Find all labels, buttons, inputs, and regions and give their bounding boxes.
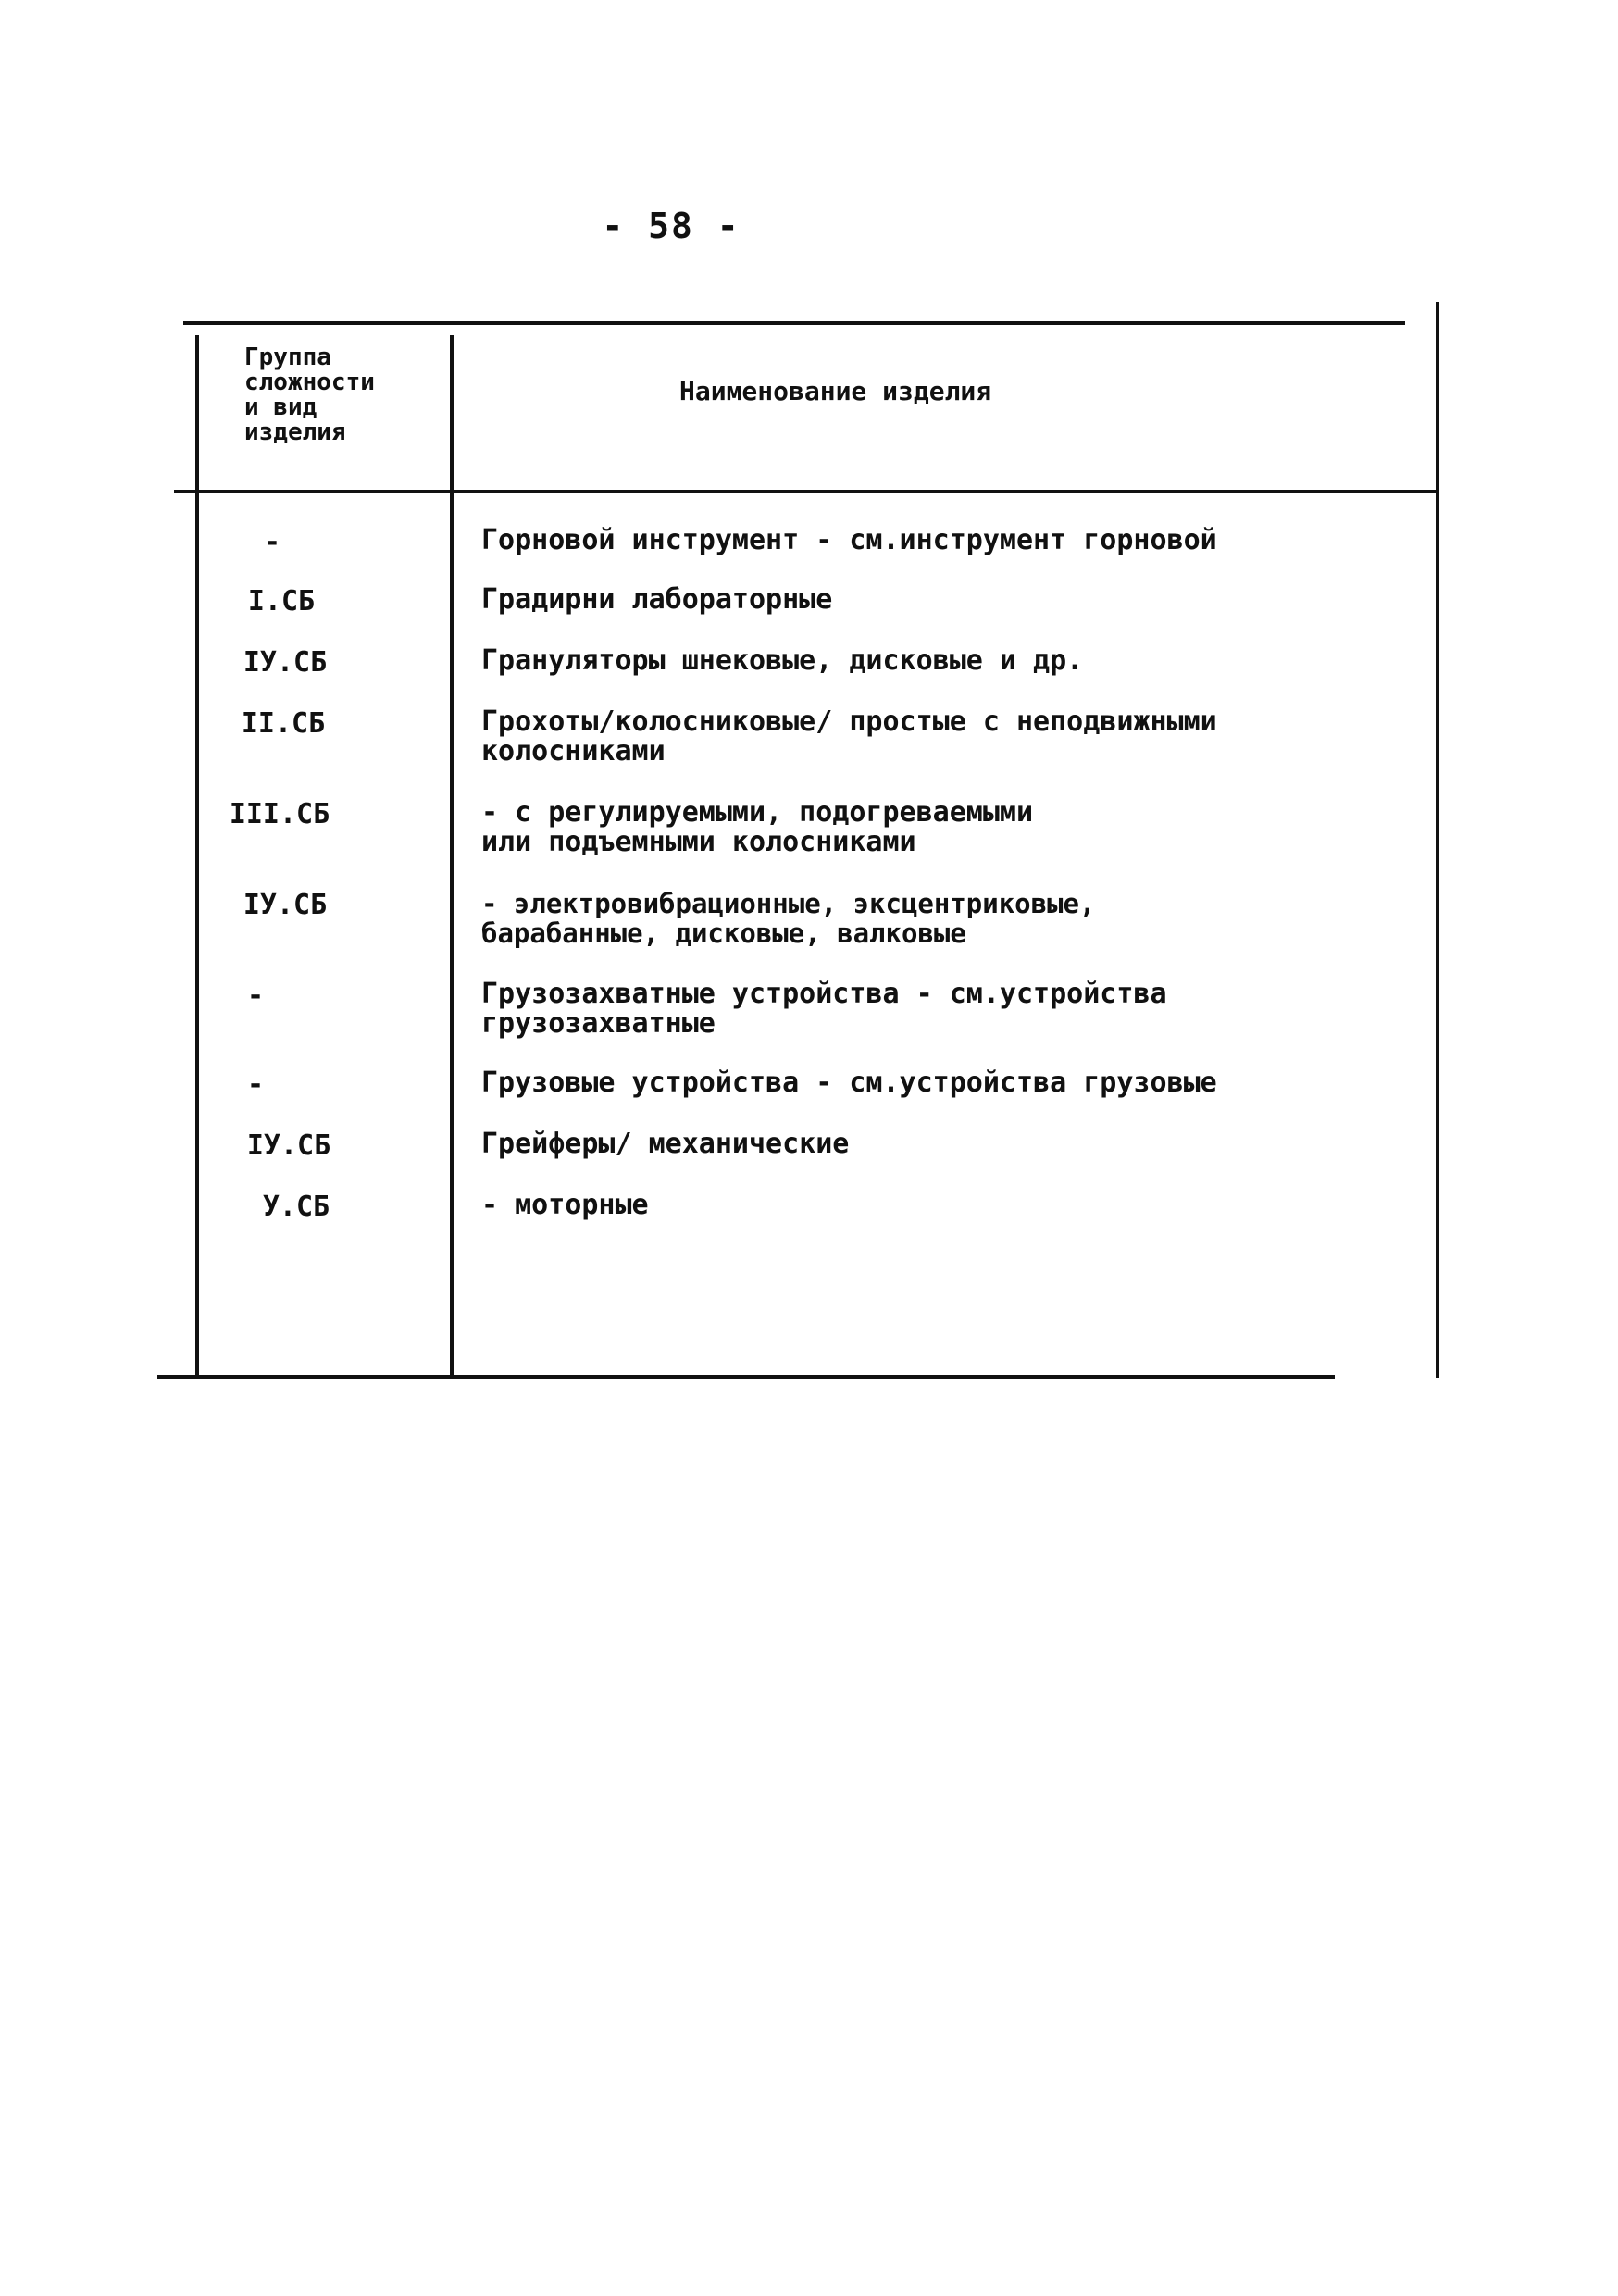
row-7-name: Грузозахватные устройства - см.устройства грузозахватные (481, 978, 1167, 1040)
row-9-group: IУ.СБ (246, 1129, 331, 1162)
column-divider (450, 335, 454, 1378)
row-5-name: - с регулируемыми, подогреваемыми или подъемными колосниками (481, 796, 1034, 858)
row-2-name: Градирни лабораторные (481, 583, 833, 616)
row-7-group: - (246, 980, 265, 1012)
table-right-rule (1436, 302, 1439, 1378)
table-left-rule (195, 335, 199, 1378)
header-group: Группа сложности и вид изделия (244, 343, 375, 446)
row-6-name: - электровибрационные, эксцентриковые, барабанные, дисковые, валковые (481, 888, 1096, 949)
header-name: Наименование изделия (679, 376, 992, 406)
row-1-name: Горновой инструмент - см.инструмент горновой (481, 524, 1217, 556)
row-10-group: У.СБ (262, 1191, 330, 1223)
row-9-name: Грейферы/ механические (481, 1128, 850, 1160)
row-3-group: IУ.СБ (243, 646, 328, 679)
row-5-group: III.СБ (229, 798, 330, 830)
table-top-rule (183, 321, 1405, 325)
row-8-group: - (246, 1068, 265, 1101)
row-1-group: - (263, 526, 281, 558)
table-bottom-rule (157, 1375, 1335, 1379)
header-bottom-rule (174, 490, 1438, 493)
row-2-group: I.СБ (247, 585, 316, 618)
row-6-group: IУ.СБ (243, 889, 328, 921)
row-4-name: Грохоты/колосниковые/ простые с неподвижными колосниками (481, 705, 1217, 767)
row-4-group: II.СБ (241, 707, 326, 740)
row-10-name: - моторные (481, 1189, 649, 1221)
row-8-name: Грузовые устройства - см.устройства грузовые (481, 1067, 1217, 1099)
page-number: - 58 - (602, 206, 741, 246)
row-3-name: Грануляторы шнековые, дисковые и др. (481, 644, 1084, 677)
